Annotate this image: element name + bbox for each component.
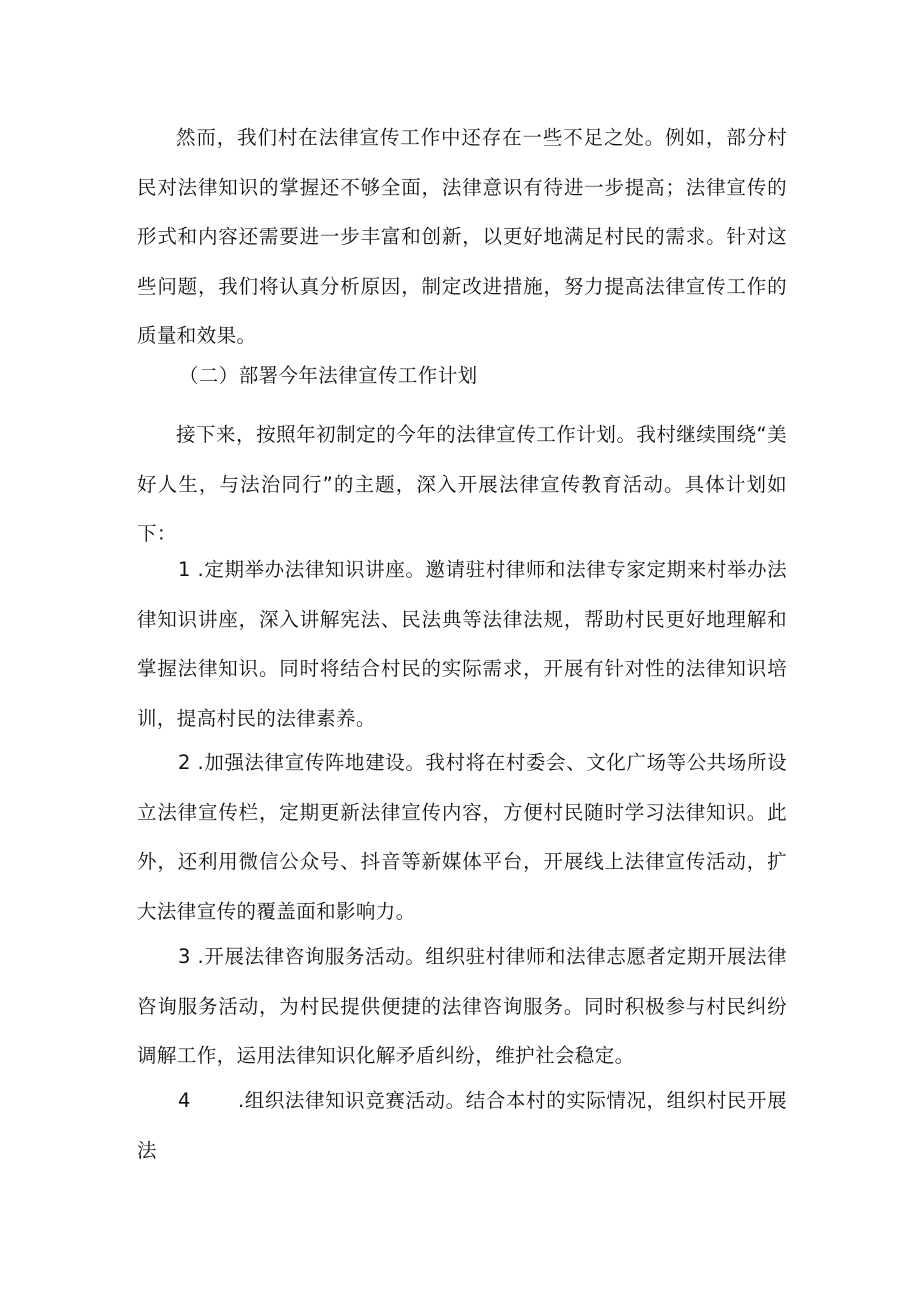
plan-item-3 xyxy=(137,932,787,1081)
plan-item-3-number: 3 xyxy=(177,945,191,968)
section-heading-plan: （二）部署今年法律宣传工作计划 xyxy=(179,364,478,387)
plan-item-1-text: .定期举办法律知识讲座。邀请驻村律师和法律专家定期来村举办法律知识讲座，深入讲解宪法、民法典等法律法规，帮助村民更好地理解和掌握法律知识。同时将结合村民的实际需求，开展有针对性的法律知识培训，提高村民的法律素养。 xyxy=(137,558,787,730)
plan-item-4 xyxy=(137,1076,787,1175)
plan-item-4-text: .组织法律知识竞赛活动。结合本村的实际情况，组织村民开展法 xyxy=(137,1089,787,1162)
plan-item-2-text: .加强法律宣传阵地建设。我村将在村委会、文化广场等公共场所设立法律宣传栏，定期更新法律宣传内容，方便村民随时学习法律知识。此外，还利用微信公众号、抖音等新媒体平台，开展线上法律宣传活动，扩大法律宣传的覆盖面和影响力。 xyxy=(137,751,787,923)
plan-item-4-number: 4 xyxy=(177,1089,191,1112)
paragraph-plan-intro: 接下来，按照年初制定的今年的法律宣传工作计划。我村继续围绕“美好人生，与法治同行”的主题，深入开展法律宣传教育活动。具体计划如下： xyxy=(137,423,787,545)
plan-item-1 xyxy=(137,545,787,743)
plan-item-1-number: 1 xyxy=(177,558,191,581)
paragraph-shortcomings: 然而，我们村在法律宣传工作中还存在一些不足之处。例如，部分村民对法律知识的掌握还不够全面，法律意识有待进一步提高；法律宣传的形式和内容还需要进一步丰富和创新，以更好地满足村民的需求。针对这些问题，我们将认真分析原因，制定改进措施，努力提高法律宣传工作的质量和效果。 xyxy=(137,126,787,347)
plan-item-2-number: 2 xyxy=(177,751,191,774)
plan-item-2 xyxy=(137,738,787,936)
plan-item-3-text: .开展法律咨询服务活动。组织驻村律师和法律志愿者定期开展法律咨询服务活动，为村民提供便捷的法律咨询服务。同时积极参与村民纠纷调解工作，运用法律知识化解矛盾纠纷，维护社会稳定。 xyxy=(137,945,787,1067)
